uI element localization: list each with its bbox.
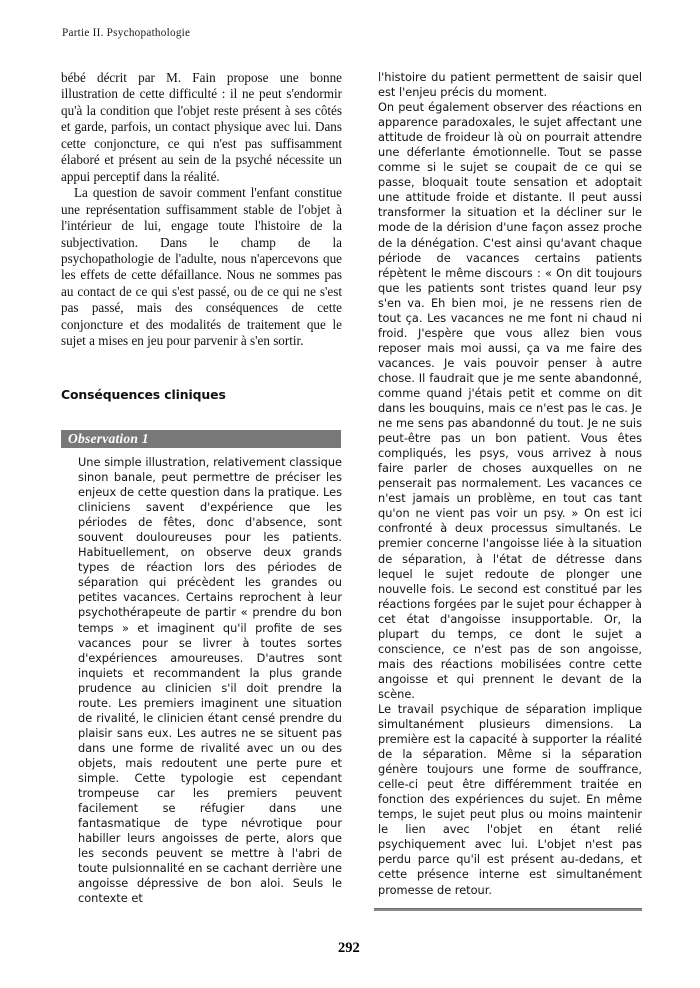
observation-label: Observation 1 [68,431,149,446]
right-column [378,70,642,898]
observation-title-bar [61,430,341,448]
observation-paragraph: Une simple illustration, relativement classique sinon banale, peut permettre de préciser les enjeux de cette question dans la pratique. Les cliniciens savent d'expérience que les périodes de fêtes, donc d'absence, sont souvent douloureuses pour les patients. Habituellement, on observe deux grands types de réaction lors des périodes de séparation qui précèdent les grandes ou petites vacances. Certains reprochent à leur psychothérapeute de partir « prendre du bon temps » et imaginent qu'il profite de ses vacances pour se livrer à toutes sortes d'expériences amoureuses. D'autres sont inquiets et recommandent la plus grande prudence au clinicien s'il doit prendre la route. Les premiers imaginent une situation de rivalité, le clinicien étant censé prendre du plaisir sans eux. Les autres ne se situent pas dans une forme de rivalité avec un ou des objets, mais redoutent une perte pure et simple. Cette typologie est cependant trompeuse car les premiers peuvent facilement se réfugier dans une fantasmatique de type névrotique pour habiller leurs angoisses de perte, alors que les seconds peuvent se mettre à l'abri de toute pulsionnalité en se cachant derrière une angoisse dépressive de bon aloi. Seuls le contexte et [78,455,342,906]
observation-paragraph: Le travail psychique de séparation implique simultanément plusieurs dimensions. La première est la capacité à supporter la réalité de la séparation. Même si la séparation génère toujours une forme de souffrance, celle-ci peut être différemment traitée en fonction des expériences du sujet. En même temps, le sujet peut plus ou moins maintenir le lien avec l'objet en étant relié psychiquement avec lui. L'objet n'est pas perdu parce qu'il est présent au-dedans, et cette présence interne est simultanément promesse de retour. [378,701,642,897]
observation-paragraph: l'histoire du patient permettent de saisir quel est l'enjeu précis du moment. [378,70,642,100]
section-heading: Conséquences cliniques [61,387,226,402]
running-head: Partie II. Psychopathologie [62,27,191,39]
left-column [61,70,342,350]
observation-text-left [78,455,342,906]
observation-paragraph: On peut également observer des réactions en apparence paradoxales, le sujet affectant une attitude de froideur là où on pourrait attendre une déferlante émotionnelle. Tout se passe comme si le sujet se coupait de ce qui se passe, bloquait toute sensation et adoptait une attitude froide et distante. Il peut aussi transformer la situation et la décliner sur le mode de la dérision d'une façon assez proche de la dénégation. C'est ainsi qu'avant chaque période de vacances certains patients répètent le même discours : « On dit toujours que les patients sont tristes quand leur psy s'en va. Eh bien moi, je ne ressens rien de tout ça. Les vacances ne me font ni chaud ni froid. J'espère que vous allez bien vous reposer mais moi aussi, ça va me faire des vacances. Je vais pouvoir penser à autre chose. Il faudrait que je me sente abandonné, comme quand j'étais petit et comme on dit dans les bouquins, mais ce n'est pas le cas. Je ne me sens pas abandonné du tout. Je ne suis peut-être pas un bon patient. Vous êtes compliqués, les psys, vous arrivez à nous faire parler de choses auxquelles on ne penserait pas normalement. Les vacances ce n'est jamais un problème, en tout cas tant qu'on ne vient pas voir un psy. » On est ici confronté à deux processus simultanés. Le premier concerne l'angoisse liée à la situation de séparation, à l'état de détresse dans lequel le sujet redoute de plonger une nouvelle fois. Le second est constitué par les réactions forgées par le sujet pour échapper à cet état d'angoisse insupportable. Or, la plupart du temps, ce dont le sujet a conscience, ce n'est pas de son angoisse, mais des réactions mobilisées contre cette angoisse et qui prennent le devant de la scène. [378,100,642,701]
body-paragraph: bébé décrit par M. Fain propose une bonne illustration de cette difficulté : il ne peut s'endormir qu'à la condition que l'objet reste présent à ses côtés et garde, parfois, un contact physique avec lui. Dans cette conjoncture, ce qui n'est pas suffisamment élaboré et présent au sein de la psyché nécessite un appui perceptif dans la réalité. [61,70,342,184]
body-paragraph: La question de savoir comment l'enfant constitue une représentation suffisamment stable de l'objet à l'intérieur de lui, engage toute l'histoire de la subjectivation. Dans le champ de la psychopathologie de l'adulte, nous n'apercevons que les effets de cette défaillance. Nous ne sommes pas au contact de ce qui s'est passé, ou de ce qui ne s'est pas passé, mais des conséquences de cette conjoncture et des modalités de traitement que le sujet a mises en jeu pour parvenir à s'en sortir. [61,185,342,349]
page-number: 292 [338,940,360,956]
observation-closing-rule [374,908,642,911]
